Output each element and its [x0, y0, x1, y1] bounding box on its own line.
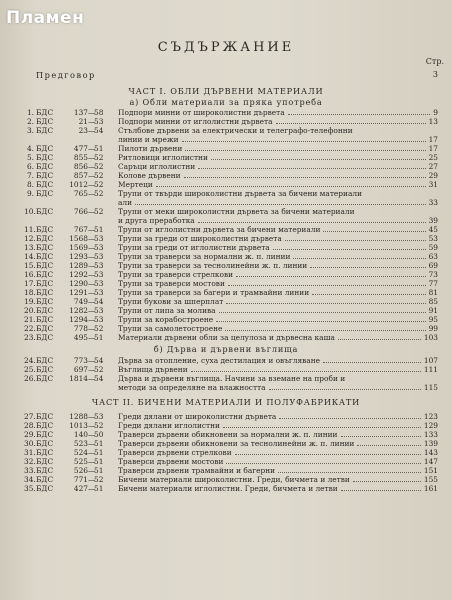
toc-row-standard: БДС: [36, 356, 54, 365]
dot-leader: [228, 285, 426, 286]
toc-row-code: 767: [73, 225, 88, 234]
dot-leader: [226, 463, 420, 464]
toc-continuation-text: линии и мрежи: [118, 135, 179, 144]
toc-row-title: Трупи за траверси за багери и трамвайни линии: [118, 288, 310, 297]
dot-leader: [235, 454, 421, 455]
part1-sub-b: б) Дърва и дървени въглища: [153, 344, 299, 354]
toc-row-year: 52: [94, 421, 104, 430]
toc-row-standard: БДС: [36, 153, 54, 162]
toc-row-code: 1294: [69, 315, 88, 324]
toc-row-dash: —: [88, 162, 96, 171]
toc-row-standard: БДС: [36, 117, 54, 126]
dot-leader: [288, 114, 431, 115]
toc-row-standard: БДС: [36, 207, 54, 216]
toc-row-title: Подпори минни от иглолистни дървета: [118, 117, 273, 126]
toc-row-standard: БДС: [36, 412, 54, 421]
toc-row-code: 1013: [69, 421, 88, 430]
toc-row-dash: —: [88, 153, 96, 162]
toc-row-number: 12.: [24, 234, 36, 243]
toc-row-page: 139: [423, 439, 438, 448]
toc-row-standard: БДС: [36, 279, 54, 288]
toc-row-standard: БДС: [36, 171, 54, 180]
toc-row-title: Трупи за греди от широколистни дървета: [118, 234, 282, 243]
toc-row-standard: БДС: [36, 475, 54, 484]
toc-row-standard: БДС: [36, 365, 54, 374]
part1-heading: ЧАСТ I. ОБЛИ ДЪРВЕНИ МАТЕРИАЛИ: [128, 86, 324, 96]
dot-leader: [211, 159, 426, 160]
toc-row-title: Траверси дървени обикновени за теснолинейни ж. п. линии: [118, 439, 355, 448]
toc-row-title: Трупи за греди от иглолистни дървета: [118, 243, 270, 252]
toc-row-dash: —: [88, 466, 96, 475]
dot-leader: [338, 339, 421, 340]
toc-row-page: 59: [428, 243, 438, 252]
toc-row-year: 51: [94, 466, 104, 475]
toc-row-dash: —: [88, 117, 96, 126]
toc-row-dash: —: [88, 374, 96, 383]
toc-row-page: 107: [423, 356, 438, 365]
dot-leader: [191, 371, 421, 372]
dot-leader: [279, 418, 421, 419]
toc-row-page: 29: [428, 171, 438, 180]
toc-row-standard: БДС: [36, 430, 54, 439]
toc-row-standard: БДС: [36, 234, 54, 243]
toc-row-standard: БДС: [36, 484, 54, 493]
dot-leader: [184, 177, 426, 178]
toc-row-page: 161: [423, 484, 438, 493]
dot-leader: [269, 389, 421, 390]
toc-continuation-page: 115: [423, 383, 438, 392]
toc-row-year: 53: [94, 243, 104, 252]
toc-row-number: 16.: [24, 270, 36, 279]
dot-leader: [353, 481, 421, 482]
toc-row-title: Ритловици иглолистни: [118, 153, 208, 162]
toc-row-year: 51: [94, 439, 104, 448]
toc-row-standard: БДС: [36, 144, 54, 153]
toc-row-number: 29.: [24, 430, 36, 439]
toc-row-code: 525: [73, 457, 88, 466]
toc-row-year: 51: [94, 484, 104, 493]
toc-row-title: Траверси дървени мостови: [118, 457, 224, 466]
toc-row-page: 25: [428, 153, 438, 162]
toc-row-year: 51: [94, 144, 104, 153]
toc-row-code: 778: [73, 324, 88, 333]
toc-row-standard: БДС: [36, 189, 54, 198]
toc-row-title: Трупи за корабостроене: [118, 315, 214, 324]
toc-row-page: 27: [428, 162, 438, 171]
toc-row-standard: БДС: [36, 126, 54, 135]
toc-row-dash: —: [88, 315, 96, 324]
toc-row-number: 5.: [26, 153, 34, 162]
toc-row-year: 51: [94, 448, 104, 457]
toc-row-year: 53: [94, 279, 104, 288]
toc-row-page: 69: [428, 261, 438, 270]
dot-leader: [273, 249, 426, 250]
toc-continuation-page: 17: [428, 135, 438, 144]
toc-row-code: 1291: [69, 288, 88, 297]
toc-row-page: 31: [428, 180, 438, 189]
toc-row-code: 855: [73, 153, 88, 162]
toc-row-standard: БДС: [36, 261, 54, 270]
toc-row-page: 143: [423, 448, 438, 457]
toc-row-page: 17: [428, 144, 438, 153]
toc-row-dash: —: [88, 475, 96, 484]
toc-row-code: 137: [73, 108, 88, 117]
toc-continuation-text: методи за определяне на влажността: [118, 383, 266, 392]
toc-row-year: 54: [94, 126, 104, 135]
toc-row-number: 25.: [24, 365, 36, 374]
toc-row-title: Подпори минни от широколистни дървета: [118, 108, 285, 117]
toc-row-dash: —: [88, 126, 96, 135]
toc-row-code: 477: [73, 144, 88, 153]
dot-leader: [312, 294, 425, 295]
toc-row-year: 52: [94, 207, 104, 216]
toc-row-standard: БДС: [36, 180, 54, 189]
toc-row-dash: —: [88, 306, 96, 315]
toc-row-title: Греди дялани иглолистни: [118, 421, 220, 430]
toc-row-number: 34.: [24, 475, 36, 484]
toc-row-year: 53: [94, 288, 104, 297]
toc-row-title: Стълбове дървени за електрически и телеграфо-телефонни: [118, 126, 353, 135]
toc-row-page: 85: [428, 297, 438, 306]
toc-row-page: 155: [423, 475, 438, 484]
toc-row-standard: БДС: [36, 288, 54, 297]
toc-row-number: 27.: [24, 412, 36, 421]
toc-row-standard: БДС: [36, 315, 54, 324]
toc-row-number: 7.: [26, 171, 34, 180]
toc-row-code: 1289: [69, 261, 88, 270]
dot-leader: [276, 123, 426, 124]
toc-continuation-page: 39: [428, 216, 438, 225]
toc-row-number: 8.: [26, 180, 34, 189]
toc-row-standard: БДС: [36, 162, 54, 171]
toc-row-title: Бичени материали иглолистни. Греди, бичмета и летви: [118, 484, 338, 493]
toc-row-year: 53: [94, 306, 104, 315]
toc-row-code: 23: [78, 126, 88, 135]
dot-leader: [278, 472, 421, 473]
toc-row-number: 6.: [26, 162, 34, 171]
toc-row-number: 26.: [24, 374, 36, 383]
toc-row-dash: —: [88, 270, 96, 279]
toc-row-standard: БДС: [36, 108, 54, 117]
toc-row-dash: —: [88, 189, 96, 198]
toc-row-standard: БДС: [36, 421, 54, 430]
toc-row-number: 4.: [26, 144, 34, 153]
toc-row-code: 1282: [69, 306, 88, 315]
dot-leader: [226, 303, 425, 304]
toc-row-number: 22.: [24, 324, 36, 333]
toc-row-title: Трупи от липа за молива: [118, 306, 216, 315]
toc-row-year: 54: [94, 297, 104, 306]
toc-row-number: 2.: [26, 117, 34, 126]
toc-row-title: Трупи за самолетостроене: [118, 324, 223, 333]
toc-row-code: 1568: [69, 234, 88, 243]
toc-row-title: Въглища дървени: [118, 365, 188, 374]
part2-heading: ЧАСТ II. БИЧЕНИ МАТЕРИАЛИ И ПОЛУФАБРИКАТИ: [91, 397, 361, 407]
toc-row-number: 20.: [24, 306, 36, 315]
toc-row-code: 697: [73, 365, 88, 374]
toc-row-dash: —: [88, 365, 96, 374]
toc-continuation-page: 33: [428, 198, 438, 207]
toc-row-code: 1290: [69, 279, 88, 288]
toc-row-title: Трупи от иглолистни дървета за бичени материали: [118, 225, 321, 234]
toc-row-title: Пилоти дървени: [118, 144, 183, 153]
toc-row-dash: —: [88, 333, 96, 342]
toc-row-page: 9: [433, 108, 438, 117]
toc-row-page: 111: [423, 365, 438, 374]
toc-row-title: Трупи за траверси стрелкови: [118, 270, 234, 279]
toc-row-code: 1569: [69, 243, 88, 252]
toc-row-number: 3.: [26, 126, 34, 135]
toc-row-code: 857: [73, 171, 88, 180]
toc-row-standard: БДС: [36, 466, 54, 475]
toc-row-page: 45: [428, 225, 438, 234]
toc-row-title: Трупи от твърди широколистни дървета за бичени материали: [118, 189, 362, 198]
toc-row-page: 13: [428, 117, 438, 126]
toc-row-number: 33.: [24, 466, 36, 475]
toc-row-standard: БДС: [36, 270, 54, 279]
toc-row-page: 95: [428, 315, 438, 324]
dot-leader: [156, 186, 426, 187]
dot-leader: [323, 231, 425, 232]
toc-row-code: 21: [78, 117, 88, 126]
toc-row-standard: БДС: [36, 439, 54, 448]
part1-sub-a: а) Обли материали за пряка употреба: [129, 97, 323, 107]
dot-leader: [135, 204, 426, 205]
toc-row-year: 52: [94, 180, 104, 189]
toc-continuation-text: и друга преработка: [118, 216, 195, 225]
watermark-logo: Пламен: [6, 8, 85, 28]
toc-row-dash: —: [88, 225, 96, 234]
toc-row-dash: —: [88, 412, 96, 421]
toc-row-code: 526: [73, 466, 88, 475]
toc-row-year: 53: [94, 234, 104, 243]
toc-row-number: 21.: [24, 315, 36, 324]
toc-row-dash: —: [88, 484, 96, 493]
toc-row-number: 10.: [24, 207, 36, 216]
toc-row-code: 771: [73, 475, 88, 484]
dot-leader: [285, 240, 426, 241]
toc-row-code: 1012: [69, 180, 88, 189]
toc-row-year: 54: [94, 374, 104, 383]
toc-row-dash: —: [88, 207, 96, 216]
toc-row-standard: БДС: [36, 306, 54, 315]
toc-row-dash: —: [88, 356, 96, 365]
toc-row-dash: —: [88, 457, 96, 466]
dot-leader: [182, 141, 426, 142]
dot-leader: [216, 321, 425, 322]
toc-row-standard: БДС: [36, 324, 54, 333]
dot-leader: [185, 150, 425, 151]
toc-row-dash: —: [88, 108, 96, 117]
toc-row-dash: —: [88, 261, 96, 270]
toc-row-number: 15.: [24, 261, 36, 270]
dot-leader: [293, 258, 425, 259]
toc-row-title: Траверси дървени стрелкови: [118, 448, 232, 457]
toc-row-page: 63: [428, 252, 438, 261]
toc-row-number: 11.: [24, 225, 36, 234]
toc-row-code: 1814: [69, 374, 88, 383]
toc-row-year: 52: [94, 171, 104, 180]
toc-row-dash: —: [88, 180, 96, 189]
dot-leader: [223, 427, 421, 428]
toc-row-year: 52: [94, 189, 104, 198]
toc-row-dash: —: [88, 421, 96, 430]
dot-leader: [236, 276, 426, 277]
toc-row-title: Трупи букови за шперплат: [118, 297, 224, 306]
toc-row-dash: —: [88, 243, 96, 252]
toc-row-standard: БДС: [36, 448, 54, 457]
toc-row-year: 52: [94, 153, 104, 162]
toc-row-title: Траверси дървени трамвайни и багерни: [118, 466, 276, 475]
toc-row-page: 53: [428, 234, 438, 243]
toc-row-title: Греди дялани от широколистни дървета: [118, 412, 277, 421]
toc-row-dash: —: [88, 288, 96, 297]
toc-row-page: 133: [423, 430, 438, 439]
toc-row-page: 91: [428, 306, 438, 315]
toc-row-year: 51: [94, 333, 104, 342]
toc-row-number: 19.: [24, 297, 36, 306]
toc-row-number: 13.: [24, 243, 36, 252]
toc-row-number: 1.: [26, 108, 34, 117]
dot-leader: [219, 312, 426, 313]
toc-row-year: 53: [94, 261, 104, 270]
toc-row-year: 52: [94, 324, 104, 333]
toc-row-code: 773: [73, 356, 88, 365]
toc-row-year: 52: [94, 365, 104, 374]
toc-row-code: 749: [73, 297, 88, 306]
toc-row-standard: БДС: [36, 333, 54, 342]
toc-row-dash: —: [88, 297, 96, 306]
toc-row-dash: —: [88, 144, 96, 153]
toc-row-page: 99: [428, 324, 438, 333]
toc-row-title: Трупи за траверси за теснолинейни ж. п. линии: [118, 261, 308, 270]
toc-row-number: 35.: [24, 484, 36, 493]
toc-row-year: 51: [94, 225, 104, 234]
toc-row-code: 856: [73, 162, 88, 171]
toc-row-dash: —: [88, 171, 96, 180]
toc-row-page: 151: [423, 466, 438, 475]
toc-row-year: 53: [94, 270, 104, 279]
toc-row-number: 31.: [24, 448, 36, 457]
toc-row-dash: —: [88, 448, 96, 457]
toc-row-number: 18.: [24, 288, 36, 297]
toc-row-title: Мертеци: [118, 180, 153, 189]
toc-row-page: 129: [423, 421, 438, 430]
toc-row-year: 53: [94, 117, 104, 126]
toc-row-page: 123: [423, 412, 438, 421]
toc-row-year: 53: [94, 252, 104, 261]
toc-continuation-text: али: [118, 198, 133, 207]
toc-row-year: 50: [94, 430, 104, 439]
dot-leader: [310, 267, 425, 268]
toc-row-year: 52: [94, 475, 104, 484]
toc-row-page: 73: [428, 270, 438, 279]
toc-row-dash: —: [88, 234, 96, 243]
toc-row-number: 30.: [24, 439, 36, 448]
toc-row-code: 140: [73, 430, 88, 439]
toc-row-title: Дърва за отопление, суха дестилация и овъгляване: [118, 356, 321, 365]
toc-row-standard: БДС: [36, 252, 54, 261]
preface-page: 3: [432, 70, 438, 79]
toc-row-code: 495: [73, 333, 88, 342]
toc-row-page: 147: [423, 457, 438, 466]
page-title: СЪДЪРЖАНИЕ: [157, 40, 295, 55]
toc-row-page: 77: [428, 279, 438, 288]
preface-label: Предговор: [36, 70, 96, 80]
toc-row-number: 9.: [26, 189, 34, 198]
toc-row-standard: БДС: [36, 225, 54, 234]
toc-row-dash: —: [88, 430, 96, 439]
toc-row-number: 28.: [24, 421, 36, 430]
toc-row-title: Трупи за траверси мостови: [118, 279, 225, 288]
toc-row-number: 14.: [24, 252, 36, 261]
toc-row-title: Саръци иглолистни: [118, 162, 196, 171]
toc-row-code: 523: [73, 439, 88, 448]
toc-row-code: 765: [73, 189, 88, 198]
toc-row-title: Дърва и дървени въглища. Начини за вземане на проби и: [118, 374, 346, 383]
toc-row-code: 1292: [69, 270, 88, 279]
toc-row-dash: —: [88, 439, 96, 448]
toc-row-year: 53: [94, 315, 104, 324]
toc-row-dash: —: [88, 279, 96, 288]
toc-row-year: 54: [94, 356, 104, 365]
toc-row-code: 766: [73, 207, 88, 216]
dot-leader: [198, 168, 425, 169]
dot-leader: [341, 490, 421, 491]
toc-row-dash: —: [88, 252, 96, 261]
toc-row-standard: БДС: [36, 457, 54, 466]
toc-row-standard: БДС: [36, 297, 54, 306]
dot-leader: [323, 362, 421, 363]
dot-leader: [357, 445, 421, 446]
toc-row-page: 103: [423, 333, 438, 342]
toc-row-number: 24.: [24, 356, 36, 365]
toc-row-title: Трупи от меки широколистни дървета за бичени материали: [118, 207, 355, 216]
toc-row-code: 427: [73, 484, 88, 493]
toc-row-title: Трупи за траверси за нормални ж. п. линии: [118, 252, 291, 261]
toc-row-dash: —: [88, 324, 96, 333]
dot-leader: [198, 222, 426, 223]
toc-row-code: 1288: [69, 412, 88, 421]
toc-row-standard: БДС: [36, 374, 54, 383]
toc-row-page: 81: [428, 288, 438, 297]
toc-row-title: Материали дървени обли за целулоза и дървесна каша: [118, 333, 335, 342]
toc-row-title: Траверси дървени обикновени за нормални ж. п. линии: [118, 430, 338, 439]
dot-leader: [341, 436, 421, 437]
toc-row-code: 1293: [69, 252, 88, 261]
toc-row-year: 51: [94, 457, 104, 466]
toc-row-number: 17.: [24, 279, 36, 288]
page-column-label: Стр.: [425, 57, 444, 66]
toc-row-number: 32.: [24, 457, 36, 466]
toc-row-standard: БДС: [36, 243, 54, 252]
toc-row-title: Колове дървени: [118, 171, 181, 180]
dot-leader: [225, 330, 425, 331]
toc-row-year: 53: [94, 412, 104, 421]
toc-row-year: 58: [94, 108, 104, 117]
toc-row-code: 524: [73, 448, 88, 457]
toc-row-year: 52: [94, 162, 104, 171]
toc-row-number: 23.: [24, 333, 36, 342]
toc-row-title: Бичени материали широколистни. Греди, бичмета и летви: [118, 475, 350, 484]
